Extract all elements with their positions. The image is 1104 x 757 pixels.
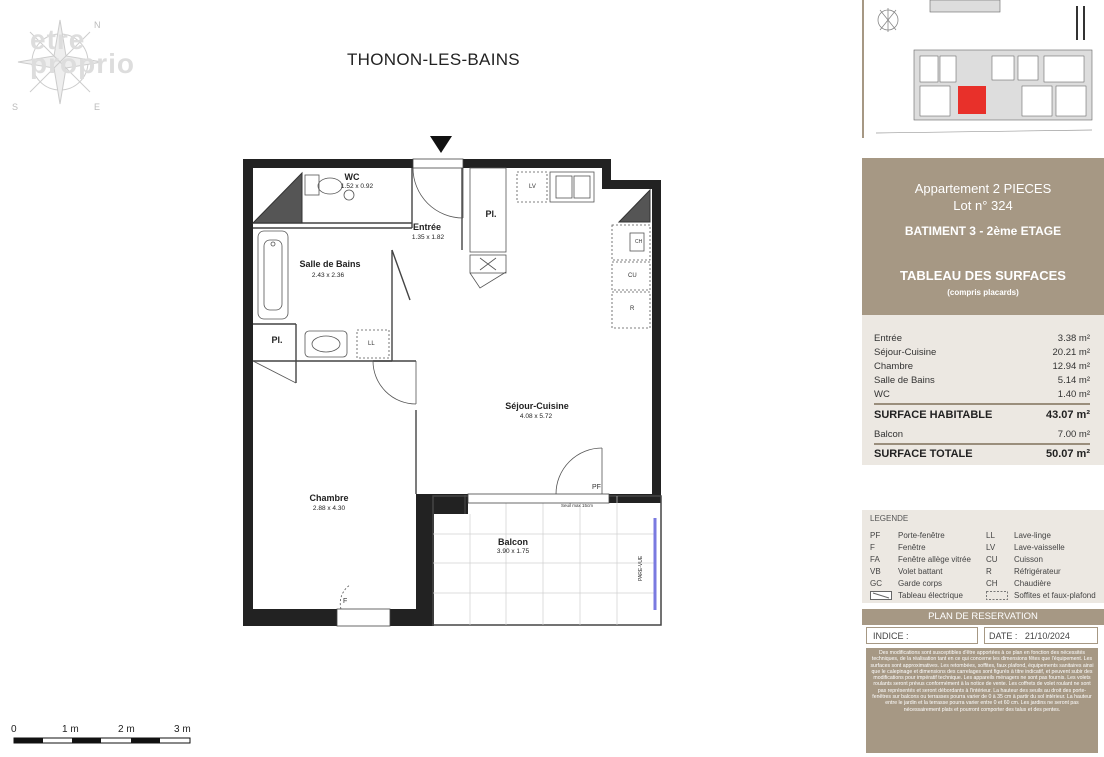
legend-code: VB [870, 567, 881, 576]
legend-box [862, 510, 1104, 603]
svg-text:N: N [94, 20, 101, 30]
legend-code: FA [870, 555, 880, 564]
legend-text: Porte-fenêtre [898, 531, 945, 540]
electric-panel-icon [870, 591, 892, 600]
plan-reservation-title: PLAN DE RESERVATION [862, 609, 1104, 625]
surface-habitable-row: SURFACE HABITABLE 43.07 m² [874, 409, 1090, 421]
fixture-ll: LL [368, 341, 375, 347]
legend-code: CU [986, 555, 998, 564]
scale-label-3: 3 m [174, 724, 191, 735]
room-sdb-dim: 2.43 x 2.36 [311, 272, 345, 279]
date-field [984, 627, 1098, 644]
date-value: 21/10/2024 [1024, 631, 1070, 641]
legend-text: Tableau électrique [898, 591, 963, 600]
legend-text: Fenêtre [898, 543, 926, 552]
svg-text:S: S [12, 102, 19, 110]
legend-code: R [986, 567, 992, 576]
room-entree-dim: 1.35 x 1.82 [411, 234, 445, 241]
scale-label-0: 0 [11, 724, 17, 735]
surface-row: Entrée 3.38 m² [874, 333, 1090, 344]
legend-text: Garde corps [898, 579, 943, 588]
room-balcon-dim: 3.90 x 1.75 [496, 548, 530, 555]
room-wc-dim: 1.52 x 0.92 [340, 183, 374, 190]
fixture-lv: LV [529, 184, 536, 190]
legend-code: CH [986, 579, 998, 588]
scale-label-1: 1 m [62, 724, 79, 735]
legend-text: Soffites et faux-plafond [1014, 591, 1096, 600]
legend-code: GC [870, 579, 882, 588]
room-pl-chambre-label: Pl. [271, 335, 283, 345]
legend-text: Cuisson [1014, 555, 1043, 564]
fixture-f: F [343, 598, 348, 605]
room-entree-label: Entrée [412, 222, 441, 232]
key-plan-thumbnail [862, 0, 1104, 138]
legend-text: Volet battant [898, 567, 943, 576]
apartment-type: Appartement 2 PIECES [914, 181, 1052, 196]
fixture-ch: CH [635, 239, 643, 245]
room-pl-entree-label: Pl. [485, 209, 497, 219]
surface-row: Séjour-Cuisine 20.21 m² [874, 347, 1090, 358]
apartment-header [862, 158, 1104, 315]
entry-arrow-icon [430, 136, 452, 153]
svg-text:E: E [94, 102, 101, 110]
surface-row: Salle de Bains 5.14 m² [874, 375, 1090, 386]
legend-text: Réfrigérateur [1014, 567, 1061, 576]
date-label: DATE : [989, 631, 1018, 641]
table-divider [874, 403, 1090, 405]
logo-text: etre proprio [30, 24, 135, 79]
table-subtitle: (compris placards) [947, 288, 1019, 297]
fixture-r: R [630, 306, 635, 312]
surface-row: Chambre 12.94 m² [874, 361, 1090, 372]
scale-label-2: 2 m [118, 724, 135, 735]
room-sdb-label: Salle de Bains [299, 259, 361, 269]
table-divider [874, 443, 1090, 445]
legend-code: PF [870, 531, 881, 540]
room-chambre-dim: 2.88 x 4.30 [312, 505, 346, 512]
scale-bar [14, 738, 190, 743]
legend-code: LV [986, 543, 996, 552]
room-balcon-label: Balcon [497, 537, 528, 547]
seuil-note: Seuil max 15cm [561, 503, 594, 508]
legend-code: LL [986, 531, 995, 540]
indice-field [866, 627, 978, 644]
legend-text: Chaudière [1014, 579, 1051, 588]
soffit-icon [986, 591, 1008, 600]
lot-number: Lot n° 324 [953, 198, 1013, 213]
room-chambre-label: Chambre [309, 493, 349, 503]
info-panel [862, 0, 1104, 757]
surface-row: WC 1.40 m² [874, 389, 1090, 400]
building-floor: BATIMENT 3 - 2ème ETAGE [904, 224, 1062, 238]
balcon-row: Balcon 7.00 m² [874, 429, 1090, 440]
fixture-cu: CU [628, 273, 637, 279]
legend-text: Fenêtre allège vitrée [898, 555, 971, 564]
legend-text: Lave-linge [1014, 531, 1051, 540]
table-title: TABLEAU DES SURFACES [900, 268, 1066, 283]
room-sejour-label: Séjour-Cuisine [505, 401, 569, 411]
surface-totale-row: SURFACE TOTALE 50.07 m² [874, 448, 1090, 460]
fixture-pf: PF [592, 484, 601, 491]
legend-code: F [870, 543, 875, 552]
legend-text: Lave-vaisselle [1014, 543, 1065, 552]
room-sejour-dim: 4.08 x 5.72 [519, 413, 553, 420]
room-wc-label: WC [344, 172, 360, 182]
city-title: THONON-LES-BAINS [347, 50, 520, 69]
indice-label: INDICE : [873, 631, 909, 641]
legend-title: LEGENDE [870, 514, 909, 523]
surface-table [862, 315, 1104, 465]
pare-vue-label: PARE-VUE [638, 555, 644, 581]
disclaimer-text: Des modifications sont susceptibles d'être apportées à ce plan en fonction des nécessités techniques, de la réalisation tant en ce qui concerne les dimensions fêtes que l'équipement. Les surfaces sont approximatives. Les retombées, soffites, faux plafond, équipements sanitaires ainsi que le calepinage et dimensions des carrelages sont figurés à titre indicatif, et peuvent subir des modifications pour impératif technique. Les appareils ménagers ne sont pas fournis. Les volets roulants seront prévus conformément à la notice de vente. Les coffrets de volet roulant ne sont pas représentés et seront débordants à l'intérieur. La hauteur des seuils au droit des porte-fenêtres sur balcons ou terrasses pourra varier de 0 à 35 cm à partir du sol intérieur. La hauteur entre le jardin et la terrasse pourra varier entre 0 et 60 cm. Les jardins ne seront pas nécessairement plats et pourront comporter des talus et des pentes. [866, 648, 1098, 753]
